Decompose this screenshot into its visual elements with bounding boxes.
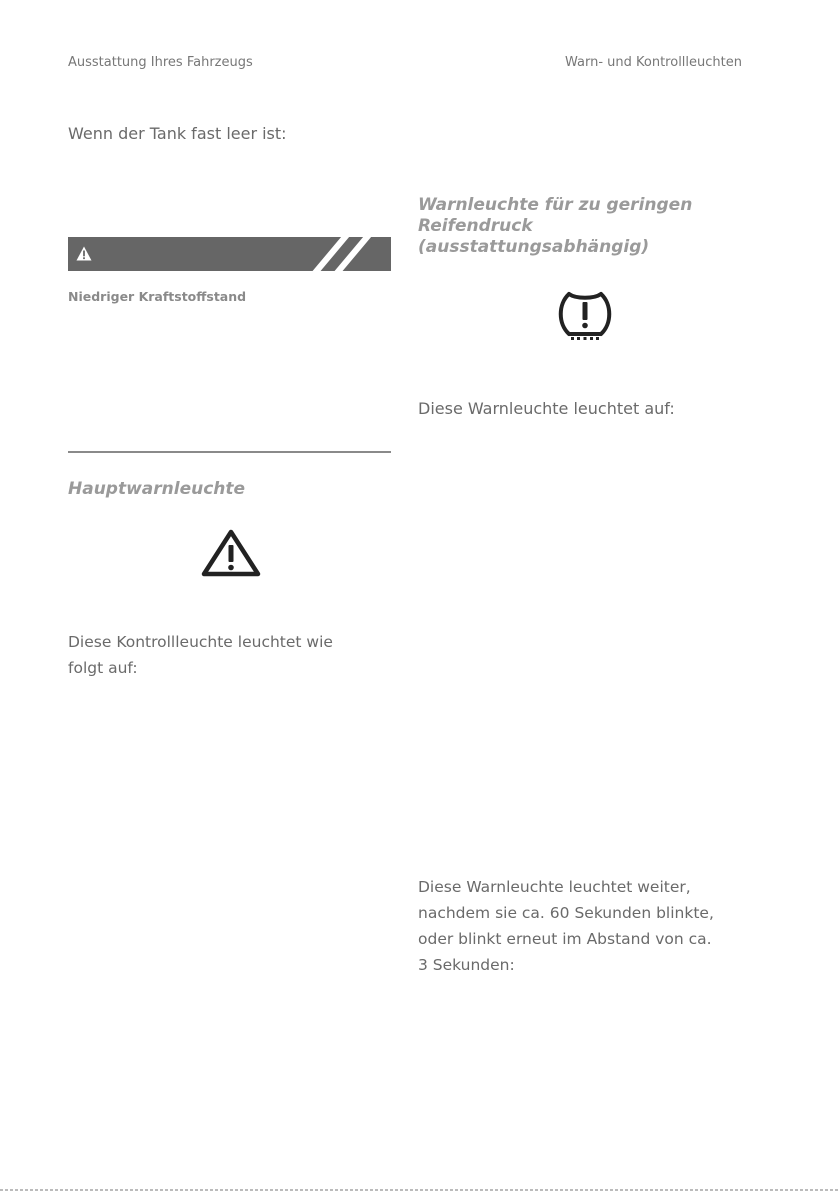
page-bottom-edge <box>0 1189 840 1191</box>
tank-heading: Wenn der Tank fast leer ist: <box>68 124 287 143</box>
master-warning-icon <box>200 528 262 578</box>
heading-line: Warnleuchte für zu geringen <box>418 195 693 215</box>
para-line: Diese Kontrollleuchte leuchtet wie <box>68 633 333 651</box>
master-warning-heading: Hauptwarnleuchte <box>68 479 246 499</box>
tpms-text: Diese Warnleuchte leuchtet auf: <box>418 399 675 418</box>
header-section-left: Ausstattung Ihres Fahrzeugs <box>68 55 253 70</box>
warning-icon <box>76 246 92 261</box>
tpms-heading <box>418 195 692 258</box>
para-line: nachdem sie ca. 60 Sekunden blinkte, <box>418 904 714 922</box>
para-line: folgt auf: <box>68 659 138 677</box>
heading-line: (ausstattungsabhängig) <box>418 237 650 257</box>
blink-text <box>418 874 714 978</box>
section-divider <box>68 451 391 453</box>
para-line: oder blinkt erneut im Abstand von ca. <box>418 930 712 948</box>
heading-line: Reifendruck <box>418 216 533 236</box>
header-section-right: Warn- und Kontrollleuchten <box>564 55 742 70</box>
caution-bar <box>68 237 391 271</box>
tire-pressure-icon <box>556 290 614 342</box>
para-line: Diese Warnleuchte leuchtet weiter, <box>418 878 691 896</box>
note-title: Niedriger Kraftstoffstand <box>68 289 247 304</box>
master-warning-text <box>68 629 333 681</box>
para-line: 3 Sekunden: <box>418 956 515 974</box>
